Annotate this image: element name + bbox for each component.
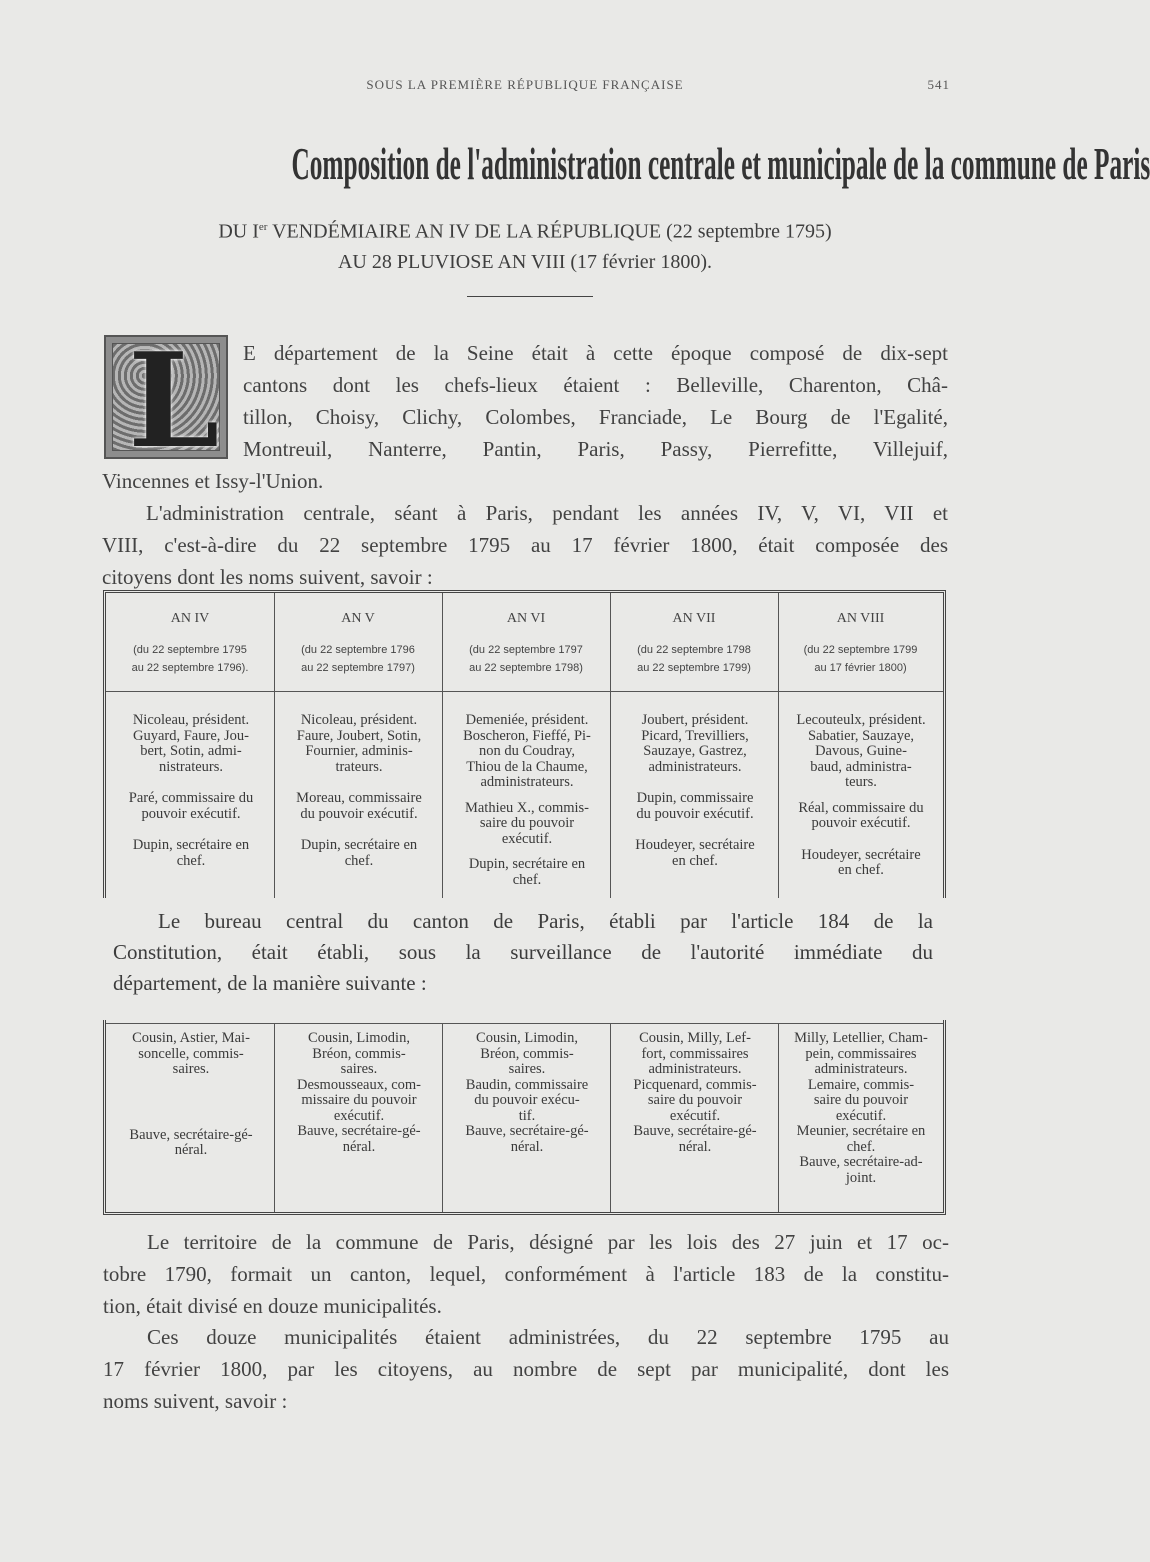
cell-line: saires. <box>340 1061 378 1077</box>
cell-block <box>446 857 608 888</box>
cell-line: Milly, Letellier, Cham- <box>794 1030 928 1046</box>
date-range-line: (du 22 septembre 1797 <box>469 644 583 656</box>
column-divider <box>442 1023 443 1212</box>
cell-line: Picquenard, commis- <box>633 1076 757 1093</box>
cell-line: soncelle, commis- <box>138 1045 244 1062</box>
cell-block <box>278 1031 440 1078</box>
cell-line: missaire du pouvoir <box>301 1092 417 1108</box>
cell-line: pein, commissaires <box>805 1045 917 1062</box>
date-range-line: au 17 février 1800) <box>814 662 907 674</box>
page-number: 541 <box>927 77 950 92</box>
subtitle-line-1 <box>100 212 950 247</box>
cell-line: Nicoleau, président. <box>132 712 250 728</box>
subtitle-line-1-end: VENDÉMIAIRE AN IV DE LA RÉPUBLIQUE (22 septembre 1795) <box>267 220 832 243</box>
intro-paragraph <box>243 337 948 465</box>
cell-block <box>614 838 776 869</box>
cell-line: Sauzaye, Gastrez, <box>643 743 747 759</box>
cell-line: Dupin, secrétaire en <box>132 837 250 853</box>
cell-block <box>780 1155 942 1186</box>
cell-block <box>446 1031 608 1078</box>
central-cell-an-iv <box>110 713 272 879</box>
cell-line: administrateurs. <box>814 1061 908 1077</box>
column-divider <box>610 593 611 901</box>
cell-line: Bréon, commis- <box>312 1045 406 1062</box>
cell-line: du pouvoir exécutif. <box>300 805 418 822</box>
date-range-line: au 22 septembre 1799) <box>637 662 751 674</box>
cell-block <box>780 848 942 879</box>
text-line: Vincennes et Issy-l'Union. <box>102 469 324 493</box>
text-line: tobre 1790, formait un canton, lequel, conformément à l'article 183 de la constitu- <box>103 1262 949 1286</box>
cell-block <box>614 1078 776 1125</box>
bureau-cell-an-iv <box>110 1031 272 1169</box>
cell-line: Baudin, commissaire <box>465 1076 589 1093</box>
cell-block <box>446 1124 608 1155</box>
bureau-cell-an-v <box>278 1031 440 1165</box>
column-header-an-iv: AN IV <box>170 611 210 626</box>
cell-line: du pouvoir exécutif. <box>636 805 754 822</box>
cell-line: en chef. <box>838 862 884 878</box>
cell-block <box>110 838 272 869</box>
cell-line: saire du pouvoir <box>813 1092 909 1108</box>
text-line: noms suivent, savoir : <box>103 1389 288 1413</box>
text-line: L'administration centrale, séant à Paris, pendant les années IV, V, VI, VII et <box>146 501 948 525</box>
bureau-divider <box>106 1023 943 1024</box>
cell-block <box>780 1031 942 1078</box>
cell-line: Dupin, secrétaire en <box>468 856 586 872</box>
column-date-range <box>778 641 943 677</box>
cell-line: chef. <box>846 1138 876 1155</box>
cell-line: exécutif. <box>501 830 553 847</box>
central-cell-an-v <box>278 713 440 879</box>
subtitle-line-1-start: DU I <box>218 220 259 243</box>
cell-block <box>110 1031 272 1078</box>
column-divider <box>778 593 779 901</box>
column-divider <box>610 1023 611 1212</box>
chapter-subtitle <box>100 212 950 277</box>
cell-line: Bauve, secrétaire-gé- <box>297 1123 421 1139</box>
bureau-cell-an-vi <box>446 1031 608 1165</box>
bureau-cell-an-viii <box>780 1031 942 1196</box>
text-line: citoyens dont les noms suivent, savoir : <box>102 565 433 589</box>
cell-line: saire du pouvoir <box>479 815 575 831</box>
cell-block <box>278 1124 440 1155</box>
cell-line: Houdeyer, secrétaire <box>635 837 755 853</box>
ornamental-dropcap <box>104 324 228 477</box>
cell-line: non du Coudray, <box>478 743 576 759</box>
cell-block <box>278 838 440 869</box>
cell-line: Desmousseaux, com- <box>296 1076 422 1093</box>
text-line: E département de la Seine était à cette époque composé de dix-sept <box>243 341 948 365</box>
cell-line: Thiou de la Chaume, <box>466 758 588 775</box>
cell-line: exécutif. <box>669 1107 721 1124</box>
cell-block <box>614 713 776 775</box>
text-line: Le territoire de la commune de Paris, désigné par les lois des 27 juin et 17 oc- <box>147 1230 949 1254</box>
cell-line: Cousin, Milly, Lef- <box>639 1030 751 1046</box>
cell-line: en chef. <box>672 852 718 869</box>
cell-line: Bréon, commis- <box>480 1045 574 1062</box>
cell-line: Lecouteulx, président. <box>796 712 926 728</box>
text-line: Ces douze municipalités étaient administrées, du 22 septembre 1795 au <box>147 1325 949 1349</box>
municipalities-paragraph <box>103 1321 949 1417</box>
cell-block <box>780 713 942 791</box>
text-line: VIII, c'est-à-dire du 22 septembre 1795 au 17 février 1800, était composée des <box>102 533 948 557</box>
text-line: tillon, Choisy, Clichy, Colombes, Franciade, Le Bourg de l'Egalité, <box>243 405 948 429</box>
cell-line: saire du pouvoir <box>647 1092 743 1108</box>
column-date-range <box>442 641 610 677</box>
cell-line: administrateurs. <box>648 758 742 775</box>
cell-line: trateurs. <box>335 758 383 775</box>
cell-line: Guyard, Faure, Jou- <box>133 727 249 744</box>
cell-block <box>278 1078 440 1125</box>
cell-line: Faure, Joubert, Sotin, <box>296 727 422 744</box>
date-range-line: (du 22 septembre 1799 <box>803 644 918 656</box>
cell-line: Dupin, secrétaire en <box>300 837 418 853</box>
cell-line: baud, administra- <box>810 758 912 775</box>
column-date-range <box>106 641 274 677</box>
cell-block <box>446 713 608 791</box>
cell-block <box>780 1078 942 1125</box>
cell-line: Bauve, secrétaire-gé- <box>633 1123 757 1139</box>
column-divider <box>274 1023 275 1212</box>
central-cell-an-viii <box>780 713 942 889</box>
subtitle-line-2: AU 28 PLUVIOSE AN VIII (17 février 1800). <box>337 250 712 273</box>
cell-block <box>614 1031 776 1078</box>
cell-line: Lemaire, commis- <box>807 1076 915 1093</box>
running-head-title: SOUS LA PREMIÈRE RÉPUBLIQUE FRANÇAISE <box>366 77 684 92</box>
cell-line: saires. <box>508 1061 546 1077</box>
cell-line: fort, commissaires <box>641 1045 749 1062</box>
text-line: 17 février 1800, par les citoyens, au nombre de sept par municipalité, dont les <box>103 1357 949 1381</box>
cell-line: Bauve, secrétaire-gé- <box>465 1123 589 1139</box>
cell-line: Picard, Trevilliers, <box>641 727 749 744</box>
cell-line: néral. <box>342 1138 376 1155</box>
cell-line: Bauve, secrétaire-gé- <box>129 1126 253 1143</box>
text-line: Constitution, était établi, sous la surveillance de l'autorité immédiate du <box>113 940 933 964</box>
cell-line: administrateurs. <box>480 774 574 790</box>
commune-territory-paragraph <box>103 1226 949 1322</box>
cell-block <box>446 801 608 848</box>
cell-line: Meunier, secrétaire en <box>796 1123 926 1139</box>
column-header-an-vii: AN VII <box>672 611 716 626</box>
cell-line: Sabatier, Sauzaye, <box>807 727 915 744</box>
cell-line: néral. <box>678 1138 712 1155</box>
cell-line: exécutif. <box>835 1107 887 1124</box>
cell-line: pouvoir exécutif. <box>811 815 911 831</box>
column-header-an-vi: AN VI <box>506 611 546 626</box>
column-divider <box>442 593 443 901</box>
cell-line: teurs. <box>845 774 877 790</box>
cell-block <box>614 1124 776 1155</box>
date-range-line: (du 22 septembre 1796 <box>301 644 415 656</box>
cell-block <box>110 791 272 822</box>
cell-line: chef. <box>512 871 542 888</box>
column-divider <box>274 593 275 901</box>
cell-line: néral. <box>510 1138 544 1155</box>
central-admin-paragraph <box>102 497 948 593</box>
header-divider <box>106 691 943 692</box>
cell-line: saires. <box>172 1061 210 1077</box>
cell-line: Dupin, commissaire <box>636 790 754 806</box>
cell-line: pouvoir exécutif. <box>141 805 241 822</box>
cell-line: néral. <box>174 1142 208 1158</box>
cell-line: Cousin, Limodin, <box>476 1030 578 1046</box>
cell-line: Nicoleau, président. <box>300 712 418 728</box>
cell-line: Fournier, adminis- <box>305 743 413 759</box>
date-range-line: au 22 septembre 1798) <box>469 662 583 674</box>
cell-line: Réal, commissaire du <box>798 799 924 816</box>
date-range-line: au 22 septembre 1796). <box>131 662 249 674</box>
cell-line: chef. <box>344 852 374 869</box>
text-line: Le bureau central du canton de Paris, établi par l'article 184 de la <box>158 909 933 933</box>
column-date-range <box>274 641 442 677</box>
cell-line: Bauve, secrétaire-ad- <box>799 1154 923 1170</box>
cell-line: Boscheron, Fieffé, Pi- <box>463 727 591 744</box>
title-divider <box>467 296 593 297</box>
cell-block <box>278 791 440 822</box>
cell-line: bert, Sotin, admi- <box>140 743 242 759</box>
cell-block <box>780 1124 942 1155</box>
column-date-range <box>610 641 778 677</box>
cell-block <box>780 801 942 832</box>
cell-line: Paré, commissaire du <box>128 790 254 806</box>
cell-block <box>110 713 272 775</box>
cell-line: exécutif. <box>333 1107 385 1124</box>
cell-block <box>446 1078 608 1125</box>
date-range-line: (du 22 septembre 1798 <box>637 644 751 656</box>
cell-block <box>278 713 440 775</box>
cell-line: Cousin, Astier, Mai- <box>132 1030 250 1046</box>
cell-line: joint. <box>845 1169 877 1186</box>
cell-line: Davous, Guine- <box>815 743 907 759</box>
cell-line: Moreau, commissaire <box>296 790 422 806</box>
text-line: département, de la manière suivante : <box>113 971 427 995</box>
cell-line: tif. <box>518 1107 536 1124</box>
bureau-intro-paragraph <box>113 906 933 999</box>
subtitle-superscript: er <box>258 221 268 233</box>
cell-line: Joubert, président. <box>641 712 749 728</box>
chapter-title: Composition de l'administration centrale et municipale de la commune de Paris <box>291 138 1150 189</box>
cell-line: Mathieu X., commis- <box>464 799 590 816</box>
date-range-line: (du 22 septembre 1795 <box>133 644 247 656</box>
intro-paragraph-end <box>102 465 948 497</box>
central-cell-an-vi <box>446 713 608 898</box>
column-header-an-v: AN V <box>341 611 375 626</box>
cell-line: Cousin, Limodin, <box>308 1030 410 1046</box>
cell-block <box>614 791 776 822</box>
cell-line: nistrateurs. <box>158 758 224 775</box>
bureau-cell-an-vii <box>614 1031 776 1165</box>
cell-line: Demeniée, président. <box>465 712 589 728</box>
column-header-an-viii: AN VIII <box>836 611 885 626</box>
date-range-line: au 22 septembre 1797) <box>301 662 415 674</box>
cell-line: du pouvoir exécu- <box>474 1092 580 1108</box>
cell-line: chef. <box>176 852 206 869</box>
cell-line: administrateurs. <box>648 1061 742 1077</box>
column-divider <box>778 1023 779 1212</box>
text-line: cantons dont les chefs-lieux étaient : Belleville, Charenton, Châ- <box>243 373 948 397</box>
central-cell-an-vii <box>614 713 776 879</box>
text-line: tion, était divisé en douze municipalités. <box>103 1294 442 1318</box>
dropcap-letter: L <box>128 324 220 477</box>
cell-line: Houdeyer, secrétaire <box>801 846 921 863</box>
cell-block <box>110 1128 272 1159</box>
text-line: Montreuil, Nanterre, Pantin, Paris, Passy, Pierrefitte, Villejuif, <box>243 437 948 461</box>
